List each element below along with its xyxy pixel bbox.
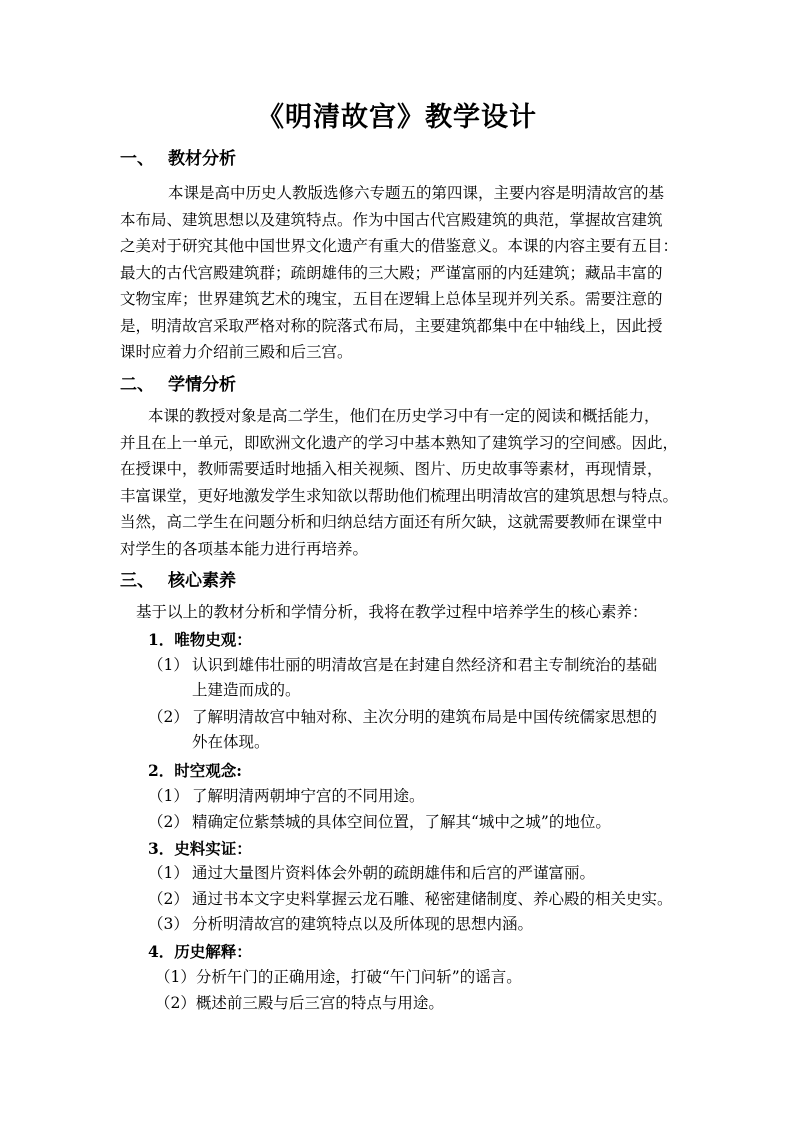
item-line: 外在体现。 (192, 733, 270, 751)
section-number: 二、 (120, 375, 154, 395)
subsection-label-1: 1．唯物史观： (148, 630, 252, 649)
paragraph-line: 本布局、建筑思想以及建筑特点。作为中国古代宫殿建筑的典范，掌握故宫建筑 (120, 210, 663, 229)
list-item (155, 991, 444, 1016)
item-marker: （1） (155, 968, 196, 986)
section-number: 三、 (120, 571, 154, 591)
item-line: 分析明清故宫的建筑特点以及所体现的思想内涵。 (192, 915, 534, 933)
item-line: 概述前三殿与后三宫的特点与用途。 (195, 994, 444, 1012)
item-line: 了解明清两朝坤宁宫的不同用途。 (192, 787, 425, 805)
section-paragraph-2 (120, 403, 680, 562)
paragraph-line: 本课是高中历史人教版选修六专题五的第四课，主要内容是明清故宫的基 (168, 184, 665, 202)
subsection-label-4: 4．历史解释： (148, 942, 252, 961)
paragraph-line: 并且在上一单元，即欧洲文化遗产的学习中基本熟知了建筑学习的空间感。因此， (120, 433, 679, 452)
item-marker: （2） (148, 813, 189, 831)
item-marker: （1） (148, 656, 189, 674)
item-line: 通过大量图片资料体会外朝的疏朗雄伟和后宫的严谨富丽。 (192, 864, 596, 882)
item-marker: （1） (148, 864, 189, 882)
section-paragraph-1 (120, 180, 680, 366)
list-item (155, 965, 522, 990)
paragraph-line: 是，明清故宫采取严格对称的院落式布局，主要建筑都集中在中轴线上，因此授 (120, 316, 663, 335)
document-title: 《明清故宫》教学设计 (257, 102, 537, 133)
section-title: 学情分析 (168, 375, 236, 395)
paragraph-line: 本课的教授对象是高二学生，他们在历史学习中有一定的阅读和概括能力， (148, 407, 660, 425)
paragraph-line: 课时应着力介绍前三殿和后三宫。 (120, 343, 353, 361)
paragraph-line: 当然，高二学生在问题分析和归纳总结方面还有所欠缺，这就需要教师在课堂中 (120, 513, 663, 531)
paragraph-line: 文物宝库；世界建筑艺术的瑰宝，五目在逻辑上总体呈现并列关系。需要注意的 (120, 290, 663, 308)
section-title: 教材分析 (168, 149, 236, 169)
item-line: 认识到雄伟壮丽的明清故宫是在封建自然经济和君主专制统治的基础 (192, 656, 658, 674)
subsection-label-2: 2．时空观念: (148, 761, 243, 780)
paragraph-line: 最大的古代宫殿建筑群；疏朗雄伟的三大殿；严谨富丽的内廷建筑；藏品丰富的 (120, 263, 663, 282)
section-intro: 基于以上的教材分析和学情分析，我将在教学过程中培养学生的核心素养： (136, 603, 648, 621)
subsection-label-3: 3．史料实证： (148, 839, 252, 858)
paragraph-line: 对学生的各项基本能力进行再培养。 (120, 539, 369, 558)
item-line: 通过书本文字史料掌握云龙石雕、秘密建储制度、养心殿的相关史实。 (192, 890, 673, 908)
item-marker: （3） (148, 915, 189, 933)
paragraph-line: 之美对于研究其他中国世界文化遗产有重大的借鉴意义。本课的内容主要有五目： (120, 237, 679, 255)
section-title: 核心素养 (168, 571, 236, 591)
section-number: 一、 (120, 149, 154, 169)
item-line: 分析午门的正确用途，打破“午门问斩”的谣言。 (195, 968, 522, 986)
item-line: 了解明清故宫中轴对称、主次分明的建筑布局是中国传统儒家思想的 (192, 708, 658, 726)
section-heading-1 (120, 146, 236, 172)
item-line: 精确定位紫禁城的具体空间位置，了解其“城中之城”的地位。 (192, 813, 611, 831)
paragraph-line: 在授课中，教师需要适时地插入相关视频、图片、历史故事等素材，再现情景， (120, 460, 663, 478)
item-marker: （2） (155, 994, 196, 1012)
item-marker: （1） (148, 787, 189, 805)
section-heading-3 (120, 568, 236, 594)
item-line: 上建造而成的。 (192, 681, 301, 699)
section-heading-2 (120, 372, 236, 398)
item-marker: （2） (148, 708, 189, 726)
item-marker: （2） (148, 890, 189, 908)
paragraph-line: 丰富课堂，更好地激发学生求知欲以帮助他们梳理出明清故宫的建筑思想与特点。 (120, 486, 679, 505)
